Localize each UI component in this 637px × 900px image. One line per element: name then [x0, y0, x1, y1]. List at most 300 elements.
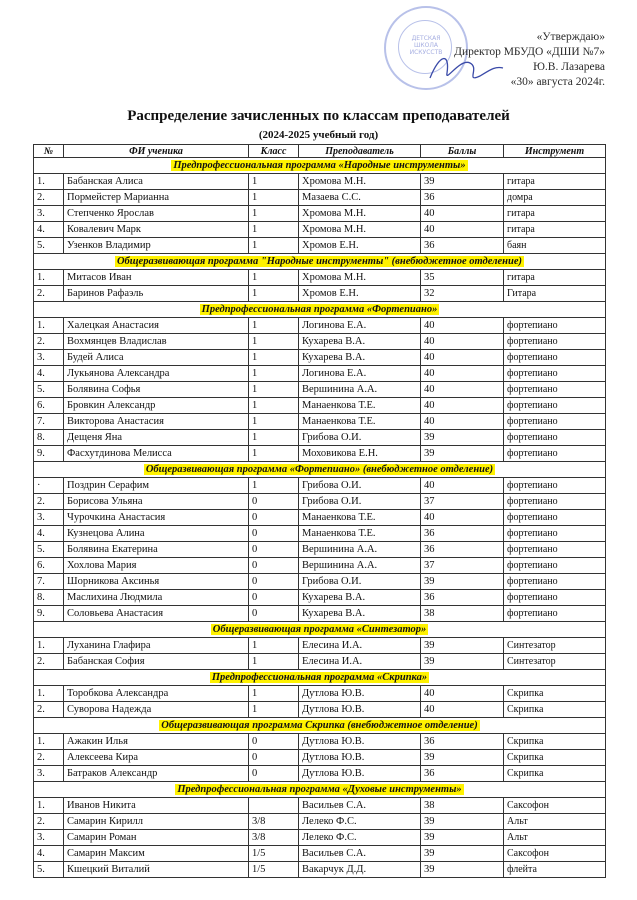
- teacher-name: Дутлова Ю.В.: [299, 766, 421, 782]
- row-number: 1.: [34, 734, 64, 750]
- score-cell: 40: [421, 318, 504, 334]
- section-title: Общеразвивающая программа «Синтезатор»: [212, 624, 427, 635]
- row-number: 3.: [34, 350, 64, 366]
- instrument-cell: фортепиано: [504, 430, 606, 446]
- student-name: Иванов Никита: [64, 798, 249, 814]
- student-name: Викторова Анастасия: [64, 414, 249, 430]
- table-row: [34, 494, 606, 510]
- class-cell: 1: [249, 686, 299, 702]
- section-title: Предпрофессиональная программа «Народные инструменты»: [173, 160, 466, 171]
- instrument-cell: Синтезатор: [504, 638, 606, 654]
- student-name: Алексеева Кира: [64, 750, 249, 766]
- score-cell: 37: [421, 558, 504, 574]
- instrument-cell: фортепиано: [504, 350, 606, 366]
- class-cell: 1/5: [249, 862, 299, 878]
- section-title: Предпрофессиональная программа «Фортепиано»: [201, 304, 438, 315]
- table-row: [34, 190, 606, 206]
- student-name: Маслихина Людмила: [64, 590, 249, 606]
- score-cell: 36: [421, 190, 504, 206]
- table-row: [34, 814, 606, 830]
- class-cell: 1: [249, 430, 299, 446]
- score-cell: 39: [421, 174, 504, 190]
- student-name: Кшецкий Виталий: [64, 862, 249, 878]
- class-cell: 1: [249, 318, 299, 334]
- table-row: [34, 798, 606, 814]
- instrument-cell: гитара: [504, 174, 606, 190]
- score-cell: 36: [421, 734, 504, 750]
- teacher-name: Хромова М.Н.: [299, 270, 421, 286]
- class-cell: 0: [249, 510, 299, 526]
- class-cell: 1: [249, 190, 299, 206]
- row-number: 3.: [34, 830, 64, 846]
- row-number: 2.: [34, 494, 64, 510]
- student-name: Луханина Глафира: [64, 638, 249, 654]
- instrument-cell: Скрипка: [504, 734, 606, 750]
- score-cell: 40: [421, 366, 504, 382]
- instrument-cell: Скрипка: [504, 750, 606, 766]
- approval-line: Ю.В. Лазарева: [533, 61, 605, 73]
- class-cell: 1: [249, 286, 299, 302]
- row-number: 2.: [34, 654, 64, 670]
- section-title: Общеразвивающая программа "Народные инструменты" (внебюджетное отделение): [116, 256, 523, 267]
- teacher-name: Манаенкова Т.Е.: [299, 510, 421, 526]
- instrument-cell: Саксофон: [504, 798, 606, 814]
- class-cell: 0: [249, 526, 299, 542]
- student-name: Бабанская София: [64, 654, 249, 670]
- teacher-name: Дутлова Ю.В.: [299, 734, 421, 750]
- teacher-name: Грибова О.И.: [299, 574, 421, 590]
- score-cell: 35: [421, 270, 504, 286]
- teacher-name: Елесина И.А.: [299, 638, 421, 654]
- table-row: [34, 862, 606, 878]
- table-row: [34, 174, 606, 190]
- section-row: [34, 462, 606, 478]
- class-cell: 0: [249, 494, 299, 510]
- row-number: 1.: [34, 686, 64, 702]
- teacher-name: Вершинина А.А.: [299, 558, 421, 574]
- table-row: [34, 366, 606, 382]
- row-number: 2.: [34, 702, 64, 718]
- table-body: [34, 158, 606, 878]
- section-title-cell: [34, 782, 606, 798]
- table-row: [34, 542, 606, 558]
- table-row: [34, 654, 606, 670]
- student-name: Поздрин Серафим: [64, 478, 249, 494]
- instrument-cell: фортепиано: [504, 494, 606, 510]
- teacher-name: Хромов Е.Н.: [299, 286, 421, 302]
- teacher-name: Хромова М.Н.: [299, 222, 421, 238]
- instrument-cell: фортепиано: [504, 542, 606, 558]
- class-cell: 1: [249, 446, 299, 462]
- student-name: Митасов Иван: [64, 270, 249, 286]
- document-subtitle: (2024-2025 учебный год): [258, 129, 379, 141]
- row-number: 9.: [34, 446, 64, 462]
- student-name: Баринов Рафаэль: [64, 286, 249, 302]
- student-name: Степченко Ярослав: [64, 206, 249, 222]
- row-number: 1.: [34, 318, 64, 334]
- score-cell: 40: [421, 350, 504, 366]
- approval-line: Директор МБУДО «ДШИ №7»: [454, 46, 605, 58]
- score-cell: 36: [421, 542, 504, 558]
- student-name: Будей Алиса: [64, 350, 249, 366]
- header-class: Класс: [249, 145, 299, 158]
- section-title-cell: [34, 462, 606, 478]
- section-row: [34, 158, 606, 174]
- row-number: 5.: [34, 382, 64, 398]
- table-row: [34, 590, 606, 606]
- table-row: [34, 286, 606, 302]
- class-cell: 1: [249, 366, 299, 382]
- class-cell: 1: [249, 382, 299, 398]
- table-row: [34, 686, 606, 702]
- teacher-name: Хромов Е.Н.: [299, 238, 421, 254]
- score-cell: 40: [421, 206, 504, 222]
- instrument-cell: фортепиано: [504, 574, 606, 590]
- instrument-cell: Синтезатор: [504, 654, 606, 670]
- teacher-name: Дутлова Ю.В.: [299, 750, 421, 766]
- teacher-name: Дутлова Ю.В.: [299, 702, 421, 718]
- section-title-cell: [34, 622, 606, 638]
- row-number: 3.: [34, 510, 64, 526]
- score-cell: 36: [421, 238, 504, 254]
- instrument-cell: фортепиано: [504, 510, 606, 526]
- row-number: 1.: [34, 270, 64, 286]
- table-row: [34, 318, 606, 334]
- row-number: ·: [34, 478, 64, 494]
- approval-line: «Утверждаю»: [536, 31, 605, 43]
- instrument-cell: фортепиано: [504, 318, 606, 334]
- teacher-name: Мазаева С.С.: [299, 190, 421, 206]
- header-teacher: Преподаватель: [299, 145, 421, 158]
- section-row: [34, 622, 606, 638]
- score-cell: 38: [421, 798, 504, 814]
- table-row: [34, 222, 606, 238]
- seal-text: ДЕТСКАЯ ШКОЛА ИСКУССТВ: [409, 35, 443, 56]
- row-number: 2.: [34, 190, 64, 206]
- class-cell: 1: [249, 206, 299, 222]
- table-row: [34, 414, 606, 430]
- score-cell: 36: [421, 766, 504, 782]
- table-row: [34, 382, 606, 398]
- table-row: [34, 830, 606, 846]
- score-cell: 36: [421, 590, 504, 606]
- row-number: 1.: [34, 798, 64, 814]
- instrument-cell: домра: [504, 190, 606, 206]
- instrument-cell: гитара: [504, 206, 606, 222]
- student-name: Самарин Роман: [64, 830, 249, 846]
- section-row: [34, 302, 606, 318]
- teacher-name: Васильев С.А.: [299, 846, 421, 862]
- section-title-cell: [34, 158, 606, 174]
- instrument-cell: баян: [504, 238, 606, 254]
- table-row: [34, 270, 606, 286]
- student-name: Ковалевич Марк: [64, 222, 249, 238]
- table-row: [34, 510, 606, 526]
- instrument-cell: фортепиано: [504, 398, 606, 414]
- class-cell: [249, 798, 299, 814]
- teacher-name: Логинова Е.А.: [299, 366, 421, 382]
- header-score: Баллы: [421, 145, 504, 158]
- section-row: [34, 254, 606, 270]
- score-cell: 36: [421, 526, 504, 542]
- teacher-name: Лелеко Ф.С.: [299, 814, 421, 830]
- score-cell: 38: [421, 606, 504, 622]
- teacher-name: Хромова М.Н.: [299, 206, 421, 222]
- instrument-cell: фортепиано: [504, 590, 606, 606]
- table-row: [34, 206, 606, 222]
- score-cell: 40: [421, 334, 504, 350]
- header-student: ФИ ученика: [64, 145, 249, 158]
- instrument-cell: фортепиано: [504, 446, 606, 462]
- teacher-name: Грибова О.И.: [299, 478, 421, 494]
- class-cell: 3/8: [249, 830, 299, 846]
- instrument-cell: Альт: [504, 830, 606, 846]
- score-cell: 40: [421, 478, 504, 494]
- class-cell: 1: [249, 398, 299, 414]
- teacher-name: Кухарева В.А.: [299, 590, 421, 606]
- class-cell: 1: [249, 238, 299, 254]
- section-row: [34, 718, 606, 734]
- row-number: 5.: [34, 238, 64, 254]
- instrument-cell: фортепиано: [504, 478, 606, 494]
- row-number: 8.: [34, 590, 64, 606]
- class-cell: 0: [249, 574, 299, 590]
- student-name: Бровкин Александр: [64, 398, 249, 414]
- enrollment-table: [33, 144, 606, 878]
- row-number: 2.: [34, 814, 64, 830]
- row-number: 3.: [34, 766, 64, 782]
- score-cell: 39: [421, 430, 504, 446]
- row-number: 8.: [34, 430, 64, 446]
- student-name: Батраков Александр: [64, 766, 249, 782]
- score-cell: 39: [421, 830, 504, 846]
- teacher-name: Вершинина А.А.: [299, 542, 421, 558]
- teacher-name: Вершинина А.А.: [299, 382, 421, 398]
- teacher-name: Кухарева В.А.: [299, 606, 421, 622]
- class-cell: 3/8: [249, 814, 299, 830]
- instrument-cell: гитара: [504, 270, 606, 286]
- table-row: [34, 846, 606, 862]
- instrument-cell: фортепиано: [504, 526, 606, 542]
- table-row: [34, 526, 606, 542]
- table-row: [34, 446, 606, 462]
- class-cell: 1: [249, 638, 299, 654]
- section-title-cell: [34, 670, 606, 686]
- instrument-cell: Саксофон: [504, 846, 606, 862]
- student-name: Ажакин Илья: [64, 734, 249, 750]
- score-cell: 39: [421, 446, 504, 462]
- row-number: 2.: [34, 750, 64, 766]
- class-cell: 1: [249, 414, 299, 430]
- teacher-name: Манаенкова Т.Е.: [299, 414, 421, 430]
- class-cell: 1: [249, 702, 299, 718]
- class-cell: 0: [249, 542, 299, 558]
- row-number: 4.: [34, 366, 64, 382]
- section-title: Предпрофессиональная программа «Скрипка»: [211, 672, 428, 683]
- student-name: Чурочкина Анастасия: [64, 510, 249, 526]
- row-number: 1.: [34, 174, 64, 190]
- row-number: 2.: [34, 286, 64, 302]
- student-name: Дещеня Яна: [64, 430, 249, 446]
- approval-block: [405, 30, 605, 90]
- section-title-cell: [34, 254, 606, 270]
- teacher-name: Кухарева В.А.: [299, 350, 421, 366]
- student-name: Шорникова Аксинья: [64, 574, 249, 590]
- table-row: [34, 702, 606, 718]
- table-row: [34, 606, 606, 622]
- class-cell: 1: [249, 222, 299, 238]
- score-cell: 39: [421, 750, 504, 766]
- score-cell: 39: [421, 862, 504, 878]
- table-row: [34, 734, 606, 750]
- class-cell: 1: [249, 654, 299, 670]
- table-row: [34, 350, 606, 366]
- header-instrument: Инструмент: [504, 145, 606, 158]
- instrument-cell: Гитара: [504, 286, 606, 302]
- class-cell: 1: [249, 174, 299, 190]
- instrument-cell: Скрипка: [504, 686, 606, 702]
- teacher-name: Грибова О.И.: [299, 430, 421, 446]
- score-cell: 32: [421, 286, 504, 302]
- score-cell: 39: [421, 638, 504, 654]
- section-title-cell: [34, 718, 606, 734]
- teacher-name: Грибова О.И.: [299, 494, 421, 510]
- score-cell: 39: [421, 814, 504, 830]
- header-number: №: [34, 145, 64, 158]
- student-name: Самарин Максим: [64, 846, 249, 862]
- teacher-name: Манаенкова Т.Е.: [299, 526, 421, 542]
- score-cell: 40: [421, 702, 504, 718]
- row-number: 4.: [34, 846, 64, 862]
- row-number: 7.: [34, 414, 64, 430]
- class-cell: 0: [249, 606, 299, 622]
- table-row: [34, 750, 606, 766]
- teacher-name: Кухарева В.А.: [299, 334, 421, 350]
- instrument-cell: Скрипка: [504, 766, 606, 782]
- document-title: Распределение зачисленных по классам преподавателей: [127, 108, 510, 124]
- student-name: Соловьева Анастасия: [64, 606, 249, 622]
- student-name: Суворова Надежда: [64, 702, 249, 718]
- class-cell: 1: [249, 478, 299, 494]
- student-name: Болявина Екатерина: [64, 542, 249, 558]
- teacher-name: Хромова М.Н.: [299, 174, 421, 190]
- class-cell: 0: [249, 558, 299, 574]
- teacher-name: Логинова Е.А.: [299, 318, 421, 334]
- section-row: [34, 670, 606, 686]
- student-name: Халецкая Анастасия: [64, 318, 249, 334]
- student-name: Торобкова Александра: [64, 686, 249, 702]
- student-name: Узенков Владимир: [64, 238, 249, 254]
- score-cell: 40: [421, 382, 504, 398]
- instrument-cell: фортепиано: [504, 558, 606, 574]
- student-name: Болявина Софья: [64, 382, 249, 398]
- student-name: Пормейстер Марианна: [64, 190, 249, 206]
- student-name: Лукьянова Александра: [64, 366, 249, 382]
- table-row: [34, 574, 606, 590]
- section-title-cell: [34, 302, 606, 318]
- approval-line: «30» августа 2024г.: [510, 76, 605, 88]
- score-cell: 40: [421, 222, 504, 238]
- score-cell: 37: [421, 494, 504, 510]
- row-number: 6.: [34, 398, 64, 414]
- student-name: Фасхутдинова Мелисса: [64, 446, 249, 462]
- instrument-cell: флейта: [504, 862, 606, 878]
- table-row: [34, 238, 606, 254]
- student-name: Борисова Ульяна: [64, 494, 249, 510]
- student-name: Бабанская Алиса: [64, 174, 249, 190]
- table-row: [34, 766, 606, 782]
- class-cell: 1: [249, 270, 299, 286]
- student-name: Хохлова Мария: [64, 558, 249, 574]
- instrument-cell: фортепиано: [504, 334, 606, 350]
- section-title: Предпрофессиональная программа «Духовые инструменты»: [177, 784, 462, 795]
- instrument-cell: Скрипка: [504, 702, 606, 718]
- student-name: Кузнецова Алина: [64, 526, 249, 542]
- score-cell: 39: [421, 846, 504, 862]
- teacher-name: Моховикова Е.Н.: [299, 446, 421, 462]
- teacher-name: Дутлова Ю.В.: [299, 686, 421, 702]
- class-cell: 0: [249, 750, 299, 766]
- table-row: [34, 430, 606, 446]
- instrument-cell: гитара: [504, 222, 606, 238]
- row-number: 4.: [34, 222, 64, 238]
- instrument-cell: фортепиано: [504, 414, 606, 430]
- class-cell: 0: [249, 766, 299, 782]
- row-number: 1.: [34, 638, 64, 654]
- score-cell: 39: [421, 574, 504, 590]
- class-cell: 1/5: [249, 846, 299, 862]
- class-cell: 1: [249, 350, 299, 366]
- table-row: [34, 558, 606, 574]
- row-number: 9.: [34, 606, 64, 622]
- table-row: [34, 398, 606, 414]
- table-row: [34, 334, 606, 350]
- row-number: 2.: [34, 334, 64, 350]
- row-number: 7.: [34, 574, 64, 590]
- instrument-cell: Альт: [504, 814, 606, 830]
- row-number: 6.: [34, 558, 64, 574]
- student-name: Самарин Кирилл: [64, 814, 249, 830]
- class-cell: 0: [249, 734, 299, 750]
- score-cell: 40: [421, 414, 504, 430]
- table-row: [34, 478, 606, 494]
- class-cell: 0: [249, 590, 299, 606]
- row-number: 3.: [34, 206, 64, 222]
- table-row: [34, 638, 606, 654]
- instrument-cell: фортепиано: [504, 606, 606, 622]
- instrument-cell: фортепиано: [504, 382, 606, 398]
- score-cell: 40: [421, 686, 504, 702]
- teacher-name: Елесина И.А.: [299, 654, 421, 670]
- instrument-cell: фортепиано: [504, 366, 606, 382]
- section-title: Общеразвивающая программа «Фортепиано» (внебюджетное отделение): [145, 464, 494, 475]
- score-cell: 40: [421, 510, 504, 526]
- teacher-name: Лелеко Ф.С.: [299, 830, 421, 846]
- row-number: 5.: [34, 862, 64, 878]
- table-header-row: [34, 145, 606, 158]
- student-name: Вохмянцев Владислав: [64, 334, 249, 350]
- teacher-name: Манаенкова Т.Е.: [299, 398, 421, 414]
- score-cell: 39: [421, 654, 504, 670]
- section-title: Общеразвивающая программа Скрипка (внебюджетное отделение): [161, 720, 478, 731]
- row-number: 5.: [34, 542, 64, 558]
- teacher-name: Васильев С.А.: [299, 798, 421, 814]
- class-cell: 1: [249, 334, 299, 350]
- row-number: 4.: [34, 526, 64, 542]
- section-row: [34, 782, 606, 798]
- teacher-name: Вакарчук Д.Д.: [299, 862, 421, 878]
- score-cell: 40: [421, 398, 504, 414]
